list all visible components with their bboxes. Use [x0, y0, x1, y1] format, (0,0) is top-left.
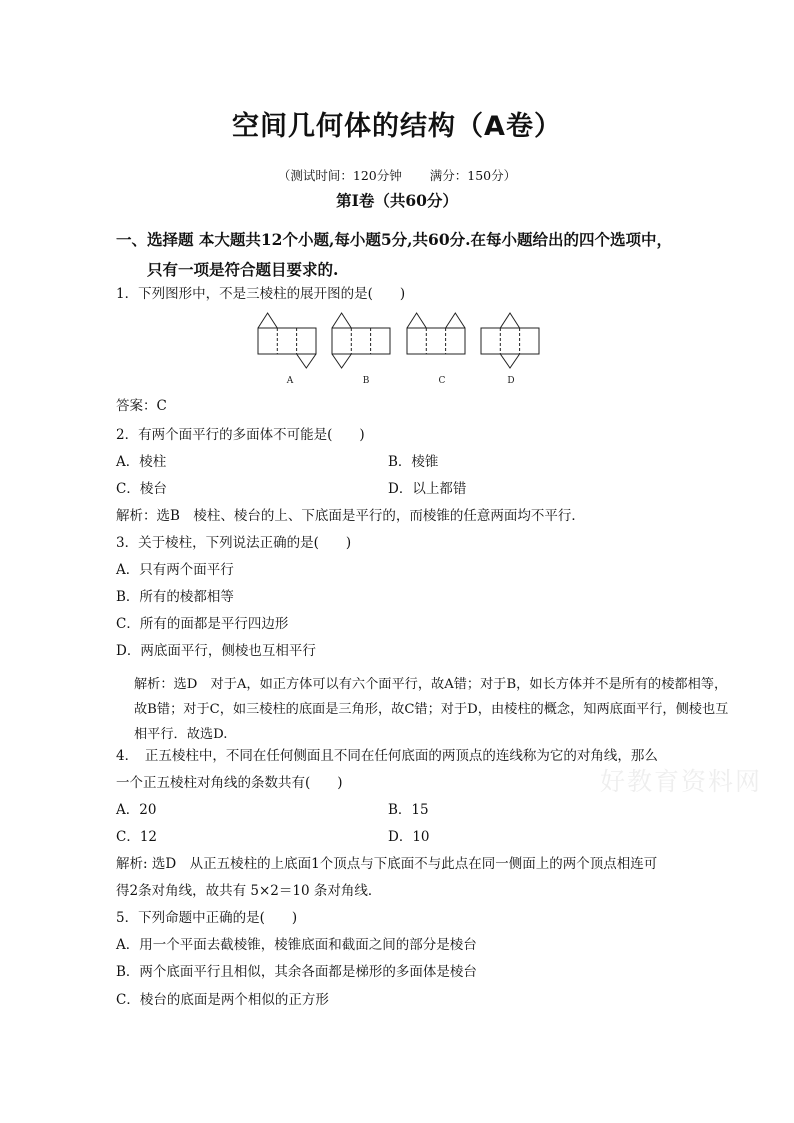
- q2-option-c: C．棱台: [116, 481, 167, 497]
- q1-answer: 答案：C: [116, 398, 167, 414]
- q2-option-d: D．以上都错: [388, 481, 467, 497]
- q4-option-a: A．20: [116, 802, 157, 818]
- section-heading-line2: 只有一项是符合题目要求的.: [147, 260, 339, 279]
- figure-label-d: D: [507, 376, 515, 386]
- q5-stem: 5．下列命题中正确的是( ): [116, 910, 298, 926]
- q4-option-c: C．12: [116, 829, 158, 845]
- q4-option-b: B．15: [388, 802, 429, 818]
- q3-solution-line3: 相平行．故选D.: [134, 727, 228, 742]
- q4-stem-line1: 4． 正五棱柱中，不同在任何侧面且不同在任何底面的两顶点的连线称为它的对角线，那么: [116, 748, 658, 764]
- net-c: [407, 313, 465, 354]
- document-title: 空间几何体的结构（A卷）: [232, 111, 562, 142]
- q5-option-b: B．两个底面平行且相似，其余各面都是梯形的多面体是棱台: [116, 964, 477, 980]
- figure-label-b: B: [362, 376, 370, 386]
- q2-option-b: B．棱锥: [388, 454, 439, 470]
- q5-option-c: C．棱台的底面是两个相似的正方形: [116, 992, 329, 1008]
- q3-option-b: B．所有的棱都相等: [116, 589, 234, 605]
- q2-solution: 解析：选B 棱柱、棱台的上、下底面是平行的，而棱锥的任意两面均不平行．: [116, 508, 585, 524]
- net-b: [332, 313, 390, 368]
- full-score: 满分：150分）: [429, 168, 517, 183]
- q3-option-c: C．所有的面都是平行四边形: [116, 616, 289, 632]
- q4-solution-line2: 得2条对角线，故共有 5×2＝10 条对角线．: [116, 883, 382, 899]
- q2-option-a: A．棱柱: [116, 454, 167, 470]
- net-d: [481, 313, 539, 368]
- part-heading: 第I卷（共60分）: [336, 191, 458, 210]
- q1-prism-nets-figure: [253, 310, 543, 390]
- q3-option-d: D．两底面平行，侧棱也互相平行: [116, 643, 316, 659]
- section-heading-line1: 一、选择题 本大题共12个小题,每小题5分,共60分.在每小题给出的四个选项中，: [116, 230, 673, 249]
- figure-label-a: A: [286, 376, 294, 386]
- q3-solution-line1: 解析：选D 对于A，如正方体可以有六个面平行，故A错；对于B，如长方体并不是所有的棱都相等，: [134, 677, 728, 692]
- q3-stem: 3．关于棱柱，下列说法正确的是( ): [116, 535, 352, 551]
- figure-label-c: C: [438, 376, 446, 386]
- q4-option-d: D．10: [388, 829, 430, 845]
- q3-option-a: A．只有两个面平行: [116, 562, 234, 578]
- net-a: [258, 313, 316, 368]
- exam-meta: [0, 166, 794, 184]
- q4-solution-line1: 解析: 选D 从正五棱柱的上底面1个顶点与下底面不与此点在同一侧面上的两个顶点相连可: [116, 856, 658, 872]
- q2-stem: 2．有两个面平行的多面体不可能是( ): [116, 427, 365, 443]
- q1-stem: 1．下列图形中，不是三棱柱的展开图的是( ): [116, 286, 406, 302]
- q5-option-a: A．用一个平面去截棱锥，棱锥底面和截面之间的部分是棱台: [116, 937, 477, 953]
- q4-stem-line2: 一个正五棱柱对角线的条数共有( ): [116, 775, 343, 791]
- test-time: （测试时间：120分钟: [277, 168, 402, 183]
- q3-solution-line2: 故B错；对于C，如三棱柱的底面是三角形，故C错；对于D，由棱柱的概念，知两底面平行，侧棱也互: [134, 702, 729, 717]
- watermark: 好教育资料网: [600, 767, 763, 796]
